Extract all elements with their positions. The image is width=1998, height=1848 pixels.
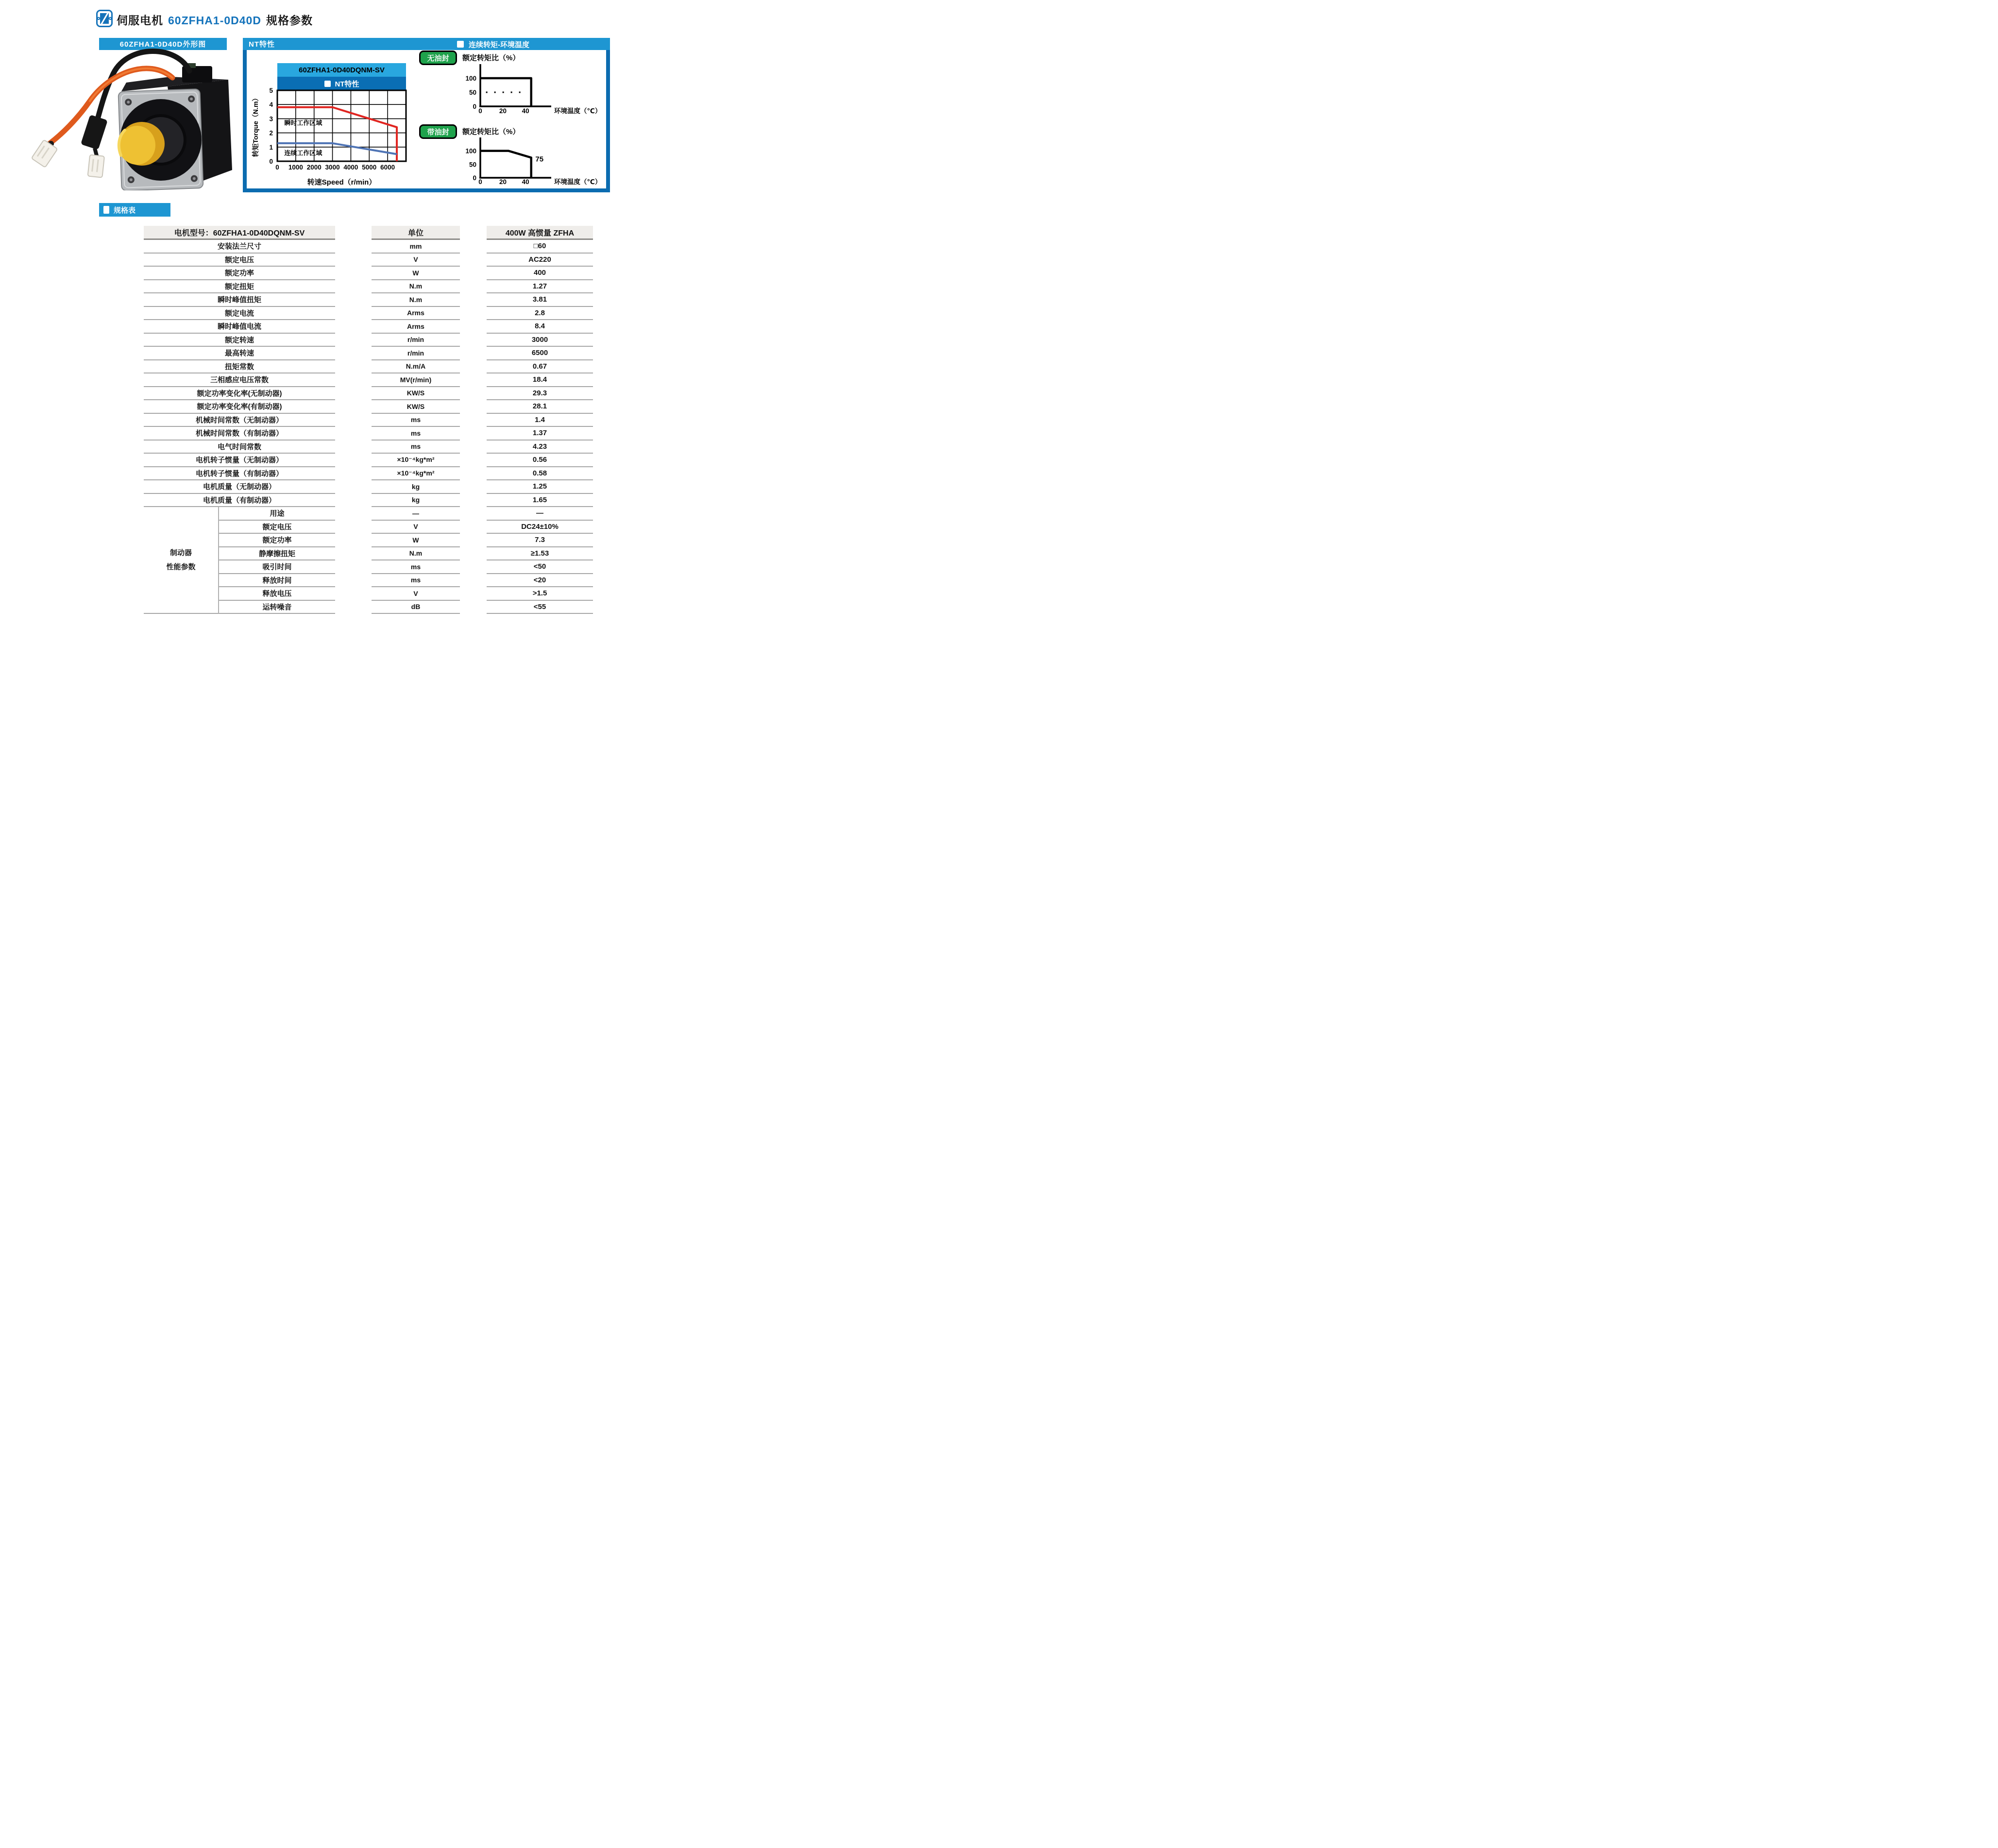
table-row bbox=[144, 560, 593, 574]
spec-unit: W bbox=[372, 534, 460, 547]
svg-text:4: 4 bbox=[269, 101, 273, 109]
svg-text:转矩Torque（N.m）: 转矩Torque（N.m） bbox=[252, 94, 259, 157]
svg-text:6000: 6000 bbox=[380, 164, 395, 171]
table-row bbox=[144, 414, 593, 427]
svg-text:20: 20 bbox=[499, 178, 507, 186]
svg-text:50: 50 bbox=[469, 89, 476, 96]
table-row bbox=[144, 240, 593, 254]
table-row bbox=[144, 373, 593, 387]
servo-logo-icon bbox=[96, 10, 113, 27]
spec-name: 安装法兰尺寸 bbox=[144, 240, 335, 254]
spec-name: 额定功率 bbox=[219, 534, 335, 547]
spec-unit: V bbox=[372, 254, 460, 267]
svg-text:5000: 5000 bbox=[362, 164, 377, 171]
spec-unit: ×10⁻⁴kg*m² bbox=[372, 454, 460, 467]
svg-text:环境温度（℃）: 环境温度（℃） bbox=[554, 178, 602, 186]
svg-text:0: 0 bbox=[473, 174, 476, 182]
spec-name: 扭矩常数 bbox=[144, 360, 335, 374]
svg-text:3000: 3000 bbox=[325, 164, 340, 171]
table-row bbox=[144, 507, 593, 521]
brake-label-line1: 制动器 bbox=[169, 548, 192, 557]
table-row bbox=[144, 280, 593, 294]
table-row bbox=[144, 587, 593, 601]
spec-name: 吸引时间 bbox=[219, 560, 335, 574]
svg-text:75: 75 bbox=[535, 155, 544, 164]
spec-value: >1.5 bbox=[487, 587, 593, 601]
table-row bbox=[144, 267, 593, 280]
spec-table bbox=[144, 226, 593, 614]
spec-value: 0.67 bbox=[487, 360, 593, 374]
spec-unit: — bbox=[372, 507, 460, 521]
spec-name: 运转噪音 bbox=[219, 601, 335, 614]
svg-text:瞬时工作区域: 瞬时工作区域 bbox=[284, 119, 322, 127]
table-row bbox=[144, 334, 593, 347]
spec-name: 额定功率变化率(有制动器) bbox=[144, 400, 335, 414]
column-header-model: 电机型号：60ZFHA1-0D40DQNM-SV bbox=[144, 226, 335, 240]
svg-text:连续工作区域: 连续工作区域 bbox=[284, 149, 322, 157]
spec-value: 0.58 bbox=[487, 467, 593, 481]
spec-unit: dB bbox=[372, 601, 460, 614]
table-row bbox=[144, 347, 593, 360]
nt-header-label: NT特性 bbox=[249, 40, 275, 49]
table-row bbox=[144, 534, 593, 547]
spec-value: 3.81 bbox=[487, 293, 593, 307]
spec-name: 用途 bbox=[219, 507, 335, 521]
table-row bbox=[144, 494, 593, 508]
spec-value: 1.25 bbox=[487, 480, 593, 494]
spec-name: 额定电流 bbox=[144, 307, 335, 321]
legend-square-icon bbox=[103, 206, 109, 214]
spec-unit: ms bbox=[372, 560, 460, 574]
spec-unit: N.m bbox=[372, 547, 460, 561]
spec-name: 机械时间常数（有制动器） bbox=[144, 427, 335, 441]
datasheet-page bbox=[0, 0, 666, 616]
column-header-unit: 单位 bbox=[372, 226, 460, 240]
ratio-label-2: 额定转矩比（%） bbox=[462, 128, 520, 136]
table-row bbox=[144, 547, 593, 561]
spec-name: 三相感应电压常数 bbox=[144, 373, 335, 387]
photo-panel-header: 60ZFHA1-0D40D外形图 bbox=[99, 38, 227, 50]
spec-unit: mm bbox=[372, 240, 460, 254]
spec-unit: kg bbox=[372, 480, 460, 494]
table-header-row bbox=[144, 226, 593, 240]
spec-value: 28.1 bbox=[487, 400, 593, 414]
spec-value: 7.3 bbox=[487, 534, 593, 547]
svg-text:40: 40 bbox=[522, 107, 529, 115]
table-row bbox=[144, 320, 593, 334]
brake-label-line2: 性能参数 bbox=[166, 563, 196, 571]
temp-section-header bbox=[457, 40, 529, 49]
table-row bbox=[144, 454, 593, 467]
spec-name: 释放时间 bbox=[219, 574, 335, 588]
spec-unit: ms bbox=[372, 441, 460, 454]
spec-name: 额定电压 bbox=[144, 254, 335, 267]
motor-photo bbox=[22, 49, 236, 190]
spec-value: AC220 bbox=[487, 254, 593, 267]
svg-text:1: 1 bbox=[269, 143, 273, 151]
spec-name: 电机质量（有制动器） bbox=[144, 494, 335, 508]
nt-chart-svg bbox=[252, 87, 406, 186]
spec-value: 1.27 bbox=[487, 280, 593, 294]
title-model: 60ZFHA1-0D40D bbox=[168, 14, 261, 27]
svg-text:转速Speed（r/min）: 转速Speed（r/min） bbox=[307, 178, 376, 186]
spec-value: 400 bbox=[487, 267, 593, 280]
spec-unit: W bbox=[372, 267, 460, 280]
table-row bbox=[144, 254, 593, 267]
spec-value: 1.65 bbox=[487, 494, 593, 508]
table-row bbox=[144, 601, 593, 614]
spec-unit: N.m/A bbox=[372, 360, 460, 374]
spec-name: 电机转子惯量（有制动器） bbox=[144, 467, 335, 481]
ratio-label-1: 额定转矩比（%） bbox=[462, 54, 520, 62]
spec-name: 额定转速 bbox=[144, 334, 335, 347]
table-row bbox=[144, 521, 593, 534]
title-prefix: 伺服电机 bbox=[117, 14, 163, 27]
table-row bbox=[144, 441, 593, 454]
nt-chart-title: 60ZFHA1-0D40DQNM-SV bbox=[277, 63, 406, 77]
svg-text:40: 40 bbox=[522, 178, 529, 186]
spec-unit: Arms bbox=[372, 320, 460, 334]
svg-text:100: 100 bbox=[465, 147, 476, 155]
svg-text:0: 0 bbox=[275, 164, 279, 171]
svg-text:0: 0 bbox=[478, 107, 482, 115]
spec-unit: Arms bbox=[372, 307, 460, 321]
spec-value: 4.23 bbox=[487, 441, 593, 454]
table-row bbox=[144, 400, 593, 414]
spec-value: 18.4 bbox=[487, 373, 593, 387]
spec-name: 机械时间常数（无制动器） bbox=[144, 414, 335, 427]
spec-unit: kg bbox=[372, 494, 460, 508]
svg-text:2000: 2000 bbox=[306, 164, 322, 171]
spec-unit: MV(r/min) bbox=[372, 373, 460, 387]
oil-free-badge: 无油封 bbox=[419, 51, 457, 65]
spec-name: 额定功率 bbox=[144, 267, 335, 280]
svg-text:4000: 4000 bbox=[343, 164, 358, 171]
spec-name: 瞬时峰值电流 bbox=[144, 320, 335, 334]
svg-text:环境温度（℃）: 环境温度（℃） bbox=[554, 107, 602, 115]
spec-name: 额定功率变化率(无制动器) bbox=[144, 387, 335, 401]
spec-name: 电气时间常数 bbox=[144, 441, 335, 454]
spec-value: 8.4 bbox=[487, 320, 593, 334]
table-row bbox=[144, 467, 593, 481]
spec-table-header-bar bbox=[99, 203, 170, 217]
spec-unit: V bbox=[372, 521, 460, 534]
svg-text:0: 0 bbox=[478, 178, 482, 186]
spec-name: 释放电压 bbox=[219, 587, 335, 601]
spec-value: 2.8 bbox=[487, 307, 593, 321]
spec-name: 电机质量（无制动器） bbox=[144, 480, 335, 494]
spec-name: 电机转子惯量（无制动器） bbox=[144, 454, 335, 467]
svg-text:50: 50 bbox=[469, 161, 476, 169]
svg-text:3: 3 bbox=[269, 115, 273, 123]
nt-chart-subtitle-bar bbox=[277, 77, 406, 90]
spec-value: 6500 bbox=[487, 347, 593, 360]
spec-name: 瞬时峰值扭矩 bbox=[144, 293, 335, 307]
spec-value: <50 bbox=[487, 560, 593, 574]
oil-seal-badge: 带油封 bbox=[419, 124, 457, 139]
spec-name: 最高转速 bbox=[144, 347, 335, 360]
spec-unit: r/min bbox=[372, 334, 460, 347]
spec-unit: V bbox=[372, 587, 460, 601]
spec-value: <20 bbox=[487, 574, 593, 588]
page-title bbox=[117, 12, 313, 28]
table-row bbox=[144, 480, 593, 494]
spec-value: DC24±10% bbox=[487, 521, 593, 534]
spec-unit: ms bbox=[372, 574, 460, 588]
spec-unit: KW/S bbox=[372, 400, 460, 414]
svg-text:100: 100 bbox=[465, 75, 476, 82]
spec-name: 静摩擦扭矩 bbox=[219, 547, 335, 561]
nt-panel-header bbox=[243, 38, 610, 50]
svg-text:0: 0 bbox=[473, 103, 476, 110]
spec-unit: ms bbox=[372, 414, 460, 427]
spec-unit: ×10⁻⁴kg*m² bbox=[372, 467, 460, 481]
legend-square-icon bbox=[324, 81, 331, 87]
spec-unit: N.m bbox=[372, 293, 460, 307]
nt-chart-subtitle: NT特性 bbox=[335, 80, 359, 88]
table-row bbox=[144, 387, 593, 401]
spec-value: ≥1.53 bbox=[487, 547, 593, 561]
title-suffix: 规格参数 bbox=[266, 14, 313, 27]
table-row bbox=[144, 427, 593, 441]
spec-value: 0.56 bbox=[487, 454, 593, 467]
spec-value: 1.37 bbox=[487, 427, 593, 441]
spec-value: □60 bbox=[487, 240, 593, 254]
spec-unit: N.m bbox=[372, 280, 460, 294]
spec-table-label: 规格表 bbox=[114, 206, 136, 215]
spec-value: <55 bbox=[487, 601, 593, 614]
table-row bbox=[144, 360, 593, 374]
svg-text:5: 5 bbox=[269, 87, 273, 94]
svg-text:0: 0 bbox=[269, 158, 273, 165]
table-row bbox=[144, 574, 593, 588]
svg-text:2: 2 bbox=[269, 129, 273, 137]
spec-value: — bbox=[487, 507, 593, 521]
spec-name: 额定电压 bbox=[219, 521, 335, 534]
table-row bbox=[144, 293, 593, 307]
temp-section-label: 连续转矩-环境温度 bbox=[469, 40, 529, 49]
spec-unit: KW/S bbox=[372, 387, 460, 401]
spec-value: 29.3 bbox=[487, 387, 593, 401]
svg-text:1000: 1000 bbox=[288, 164, 303, 171]
spec-name: 额定扭矩 bbox=[144, 280, 335, 294]
temp-chart-with-seal-svg bbox=[465, 137, 602, 190]
spec-value: 3000 bbox=[487, 334, 593, 347]
table-row bbox=[144, 307, 593, 321]
temp-chart-no-seal-svg bbox=[465, 63, 602, 117]
column-header-series: 400W 高惯量 ZFHA bbox=[487, 226, 593, 240]
spec-value: 1.4 bbox=[487, 414, 593, 427]
legend-square-icon bbox=[457, 41, 464, 48]
svg-text:20: 20 bbox=[499, 107, 507, 115]
spec-unit: r/min bbox=[372, 347, 460, 360]
spec-unit: ms bbox=[372, 427, 460, 441]
